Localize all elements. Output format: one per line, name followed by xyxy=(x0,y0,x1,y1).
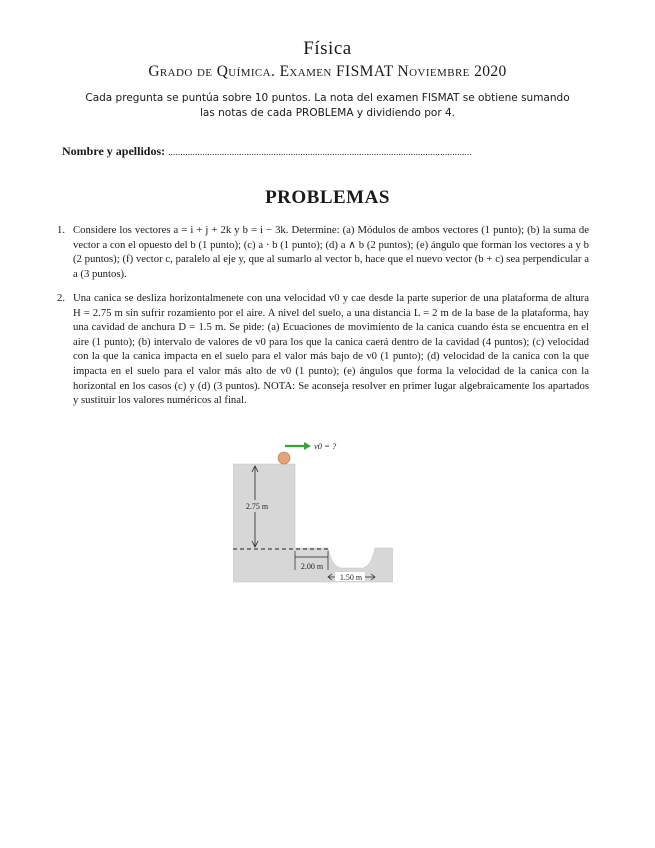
problem-2 xyxy=(57,291,589,408)
marble xyxy=(278,452,290,464)
width-label: 1.50 m xyxy=(339,573,363,582)
velocity-label: v0 = ? xyxy=(314,441,337,451)
section-title: PROBLEMAS xyxy=(265,187,390,208)
exam-instructions xyxy=(80,91,575,121)
distance-label: 2.00 m xyxy=(300,562,324,571)
instructions-line-1: Cada pregunta se puntúa sobre 10 puntos. La nota del examen FISMAT se obtiene sumando xyxy=(85,92,570,104)
projectile-figure xyxy=(233,436,393,586)
name-field xyxy=(62,144,472,159)
velocity-arrow-icon xyxy=(304,442,311,450)
problem-1 xyxy=(57,223,589,281)
instructions-line-2: las notas de cada PROBLEMA y dividiendo por 4. xyxy=(199,107,455,119)
problem-number: 1. xyxy=(57,224,66,236)
problem-number: 2. xyxy=(57,292,66,304)
problem-text: Una canica se desliza horizontalmenete con una velocidad v0 y cae desde la parte superior de una plataforma de altura H = 2.75 m sin sufrir rozamiento por el aire. A nivel del suelo, a una distancia L = 2 m de la base de la plataforma, hay una cavidad de anchura D = 1.5 m. Se pide: (a) Ecuaciones de movimiento de la canica cuando ésta se encuentra en el aire (1 punto); (b) intervalo de valores de v0 para los que la canica caerá dentro de la cavidad (4 puntos); (c) velocidad con la que la canica impacta en el suelo para el valor más bajo de v0 (1 punto); (d) velocidad de la canica con la que impacta en el suelo para el valor más alto de v0 (1 punto); (e) ángulos que forma la velocidad de la canica con la horizontal en los casos (c) y (d) (3 puntos). NOTA: Se aconseja resolver en primer lugar algebraicamente los apartados y sustituir los valores numéricos al final. xyxy=(73,292,589,407)
height-label: 2.75 m xyxy=(245,502,269,511)
name-field-dots: ............................................................................................................................ xyxy=(168,147,472,157)
problem-text: Considere los vectores a = i + j + 2k y b = i − 3k. Determine: (a) Módulos de ambos vectores (1 punto); (b) la suma de vector a con el opuesto del b (1 punto); (c) a · b (1 punto); (d) a ∧ b (2 puntos); (e) ángulo que forman los vectores a y b (2 puntos); (f) vector c, paralelo al eje y, que al sumarlo al vector b, hace que el nuevo vector (b + c) sea perpendicular a a (3 puntos). xyxy=(73,224,589,280)
page-title: Física xyxy=(303,38,352,59)
name-field-label: Nombre y apellidos: xyxy=(62,144,166,158)
exam-subtitle: Grado de Química. Examen FISMAT Noviembre 2020 xyxy=(148,63,507,80)
